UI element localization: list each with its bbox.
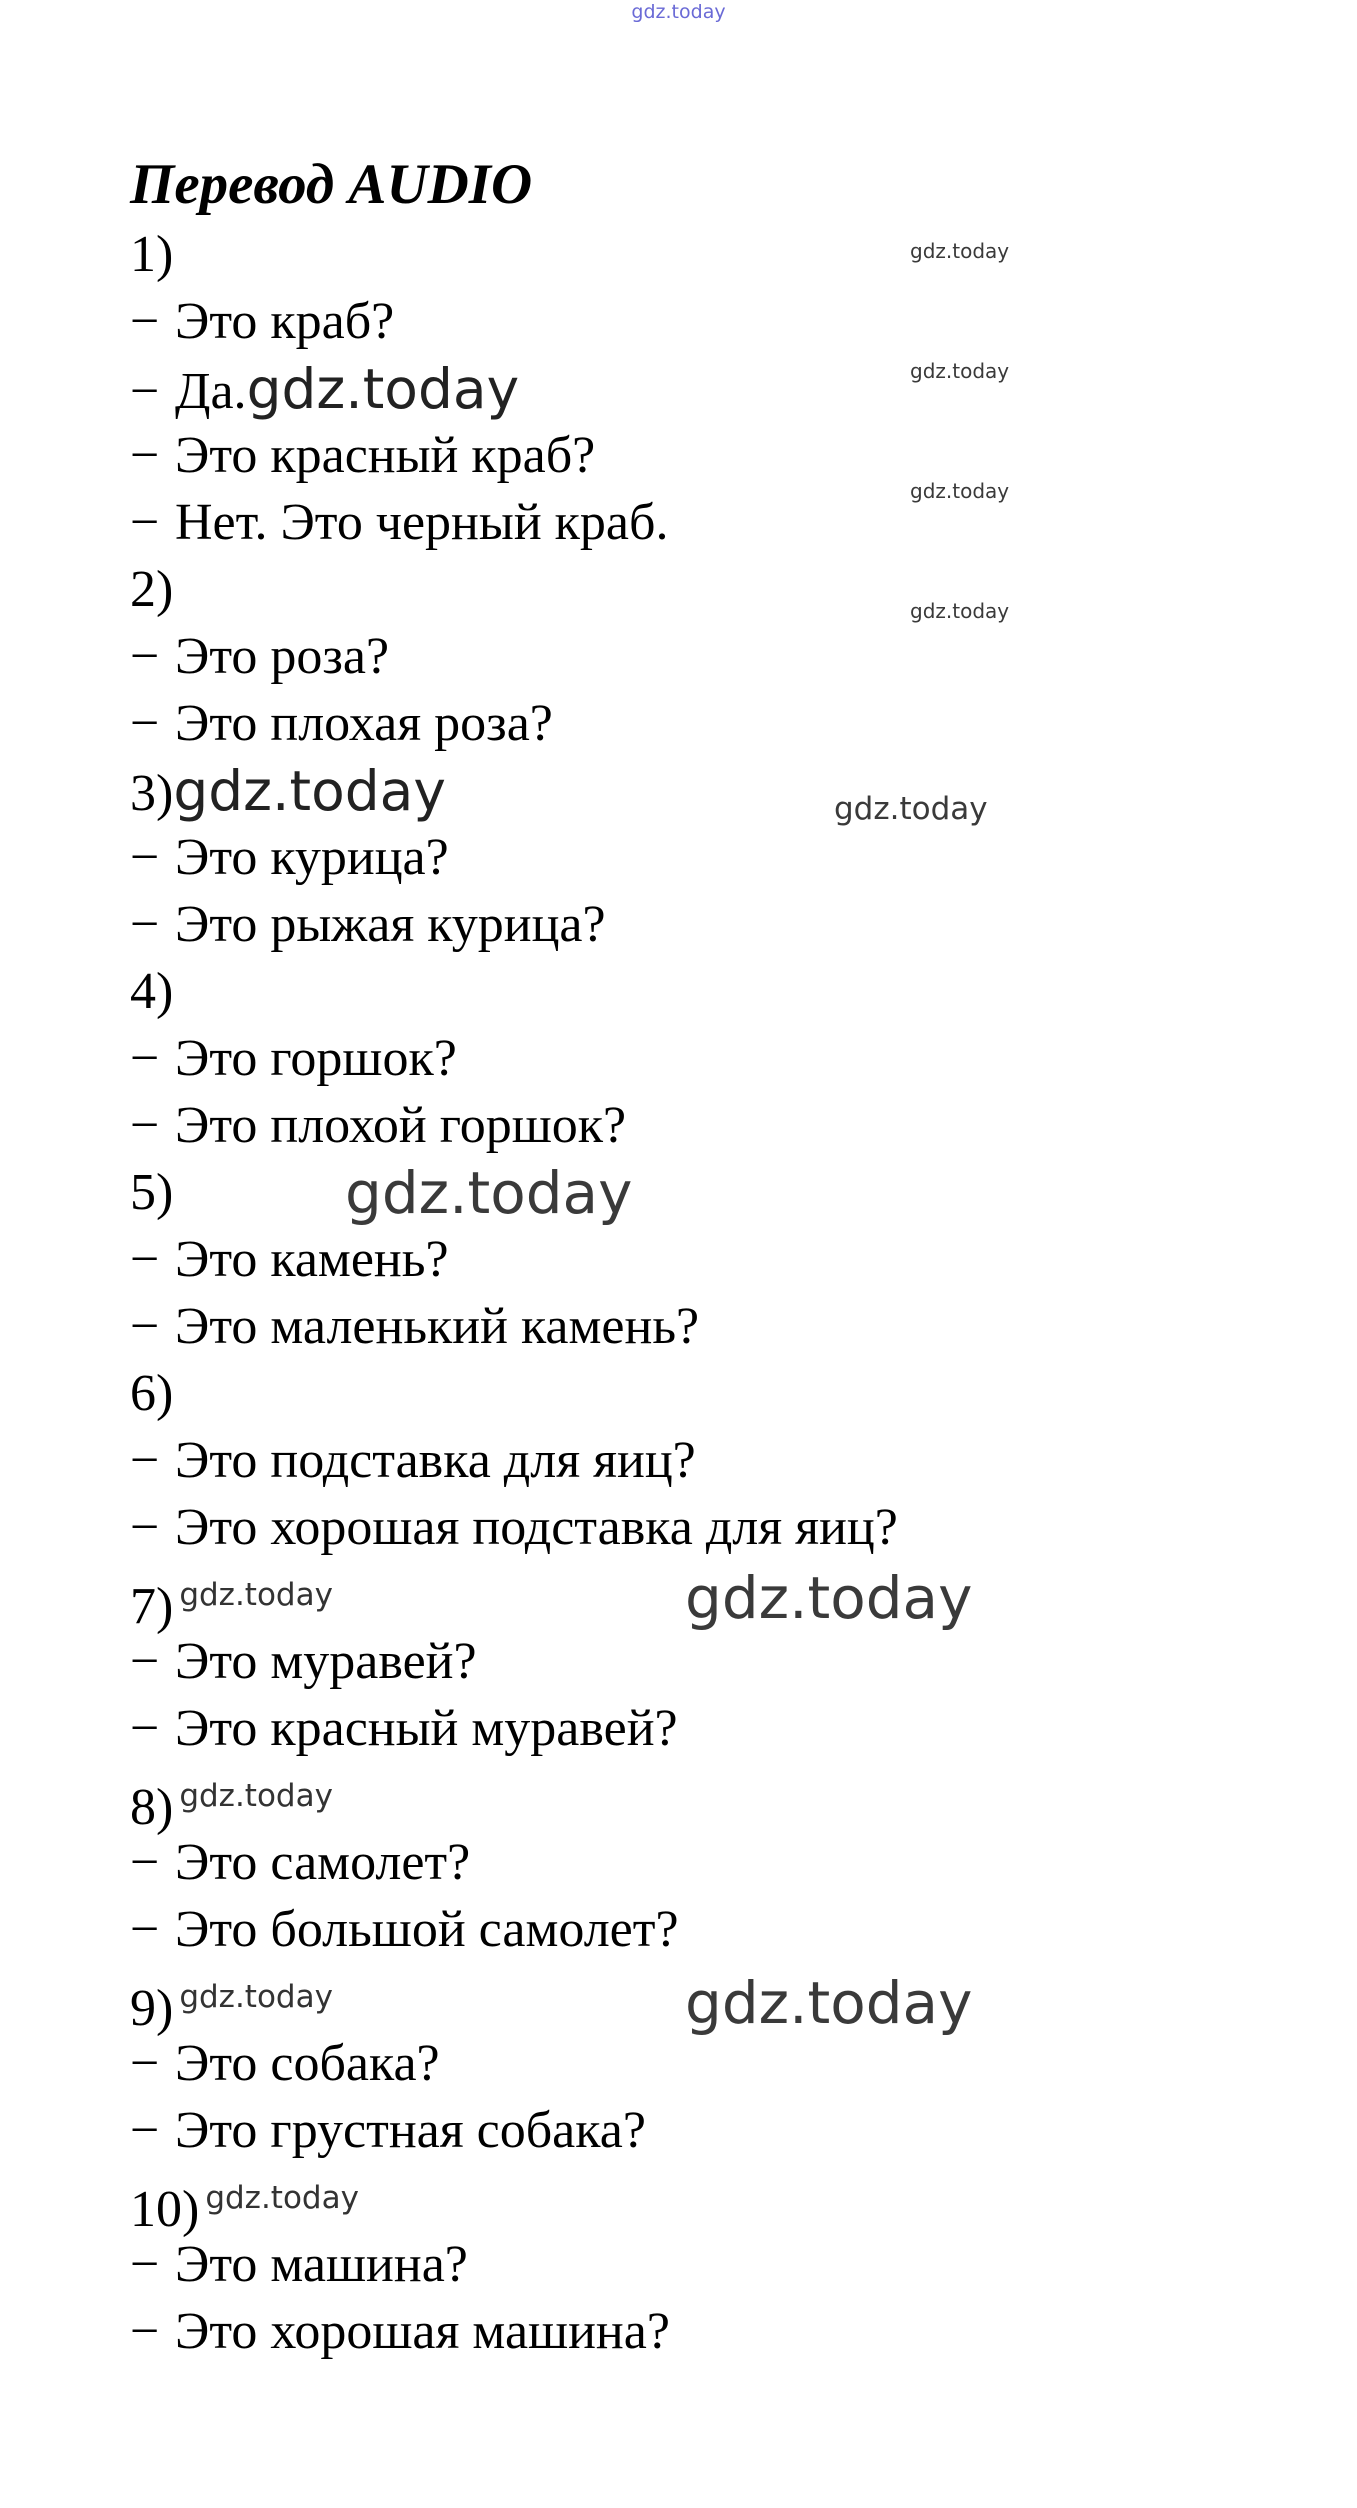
dash: −: [130, 2102, 160, 2159]
watermark: gdz.today: [834, 791, 988, 827]
section-number: 3)gdz.today: [130, 759, 446, 823]
dialogue-line: − Это красный муравей?: [130, 1698, 678, 1760]
dialogue-line: − Это собака?: [130, 2033, 440, 2095]
section-number: 4): [130, 963, 174, 1020]
dash: −: [130, 363, 160, 420]
watermark: gdz.today: [685, 1564, 973, 1632]
dash: −: [130, 494, 160, 551]
dialogue-line: − Это подставка для яиц?: [130, 1430, 696, 1492]
section-number: 9) $^{gdz.today}$: [130, 1979, 333, 2037]
dash: −: [130, 1231, 160, 1288]
dialogue-line: − Это муравей?: [130, 1631, 477, 1693]
dash: −: [130, 896, 160, 953]
watermark: gdz.today: [173, 759, 446, 823]
dialogue-line: − Да.gdz.today: [130, 357, 520, 421]
section-number: 6): [130, 1365, 174, 1422]
dash: −: [130, 1700, 160, 1757]
dialogue-line: − Это горшок?: [130, 1028, 457, 1090]
dialogue-line: − Это краб?: [130, 291, 394, 353]
watermark: gdz.today: [910, 239, 1010, 263]
watermark: gdz.today: [685, 1969, 973, 2037]
dialogue-line: − Это машина?: [130, 2234, 468, 2296]
dialogue-line: − Это хорошая машина?: [130, 2301, 670, 2363]
dash: −: [130, 427, 160, 484]
dash: −: [130, 1633, 160, 1690]
dash: −: [130, 695, 160, 752]
section-number: 1): [130, 226, 174, 283]
dash: −: [130, 628, 160, 685]
dash: −: [130, 2303, 160, 2360]
top-watermark: gdz.today: [631, 1, 726, 23]
dialogue-line: − Это хорошая подставка для яиц?: [130, 1497, 898, 1559]
dash: −: [130, 1097, 160, 1154]
dialogue-line: − Это грустная собака?: [130, 2100, 646, 2162]
watermark: gdz.today: [205, 2180, 359, 2216]
dialogue-line: − Это маленький камень?: [130, 1296, 699, 1358]
dash: −: [130, 1901, 160, 1958]
dialogue-line: − Нет. Это черный краб.: [130, 492, 668, 554]
page-title: Перевод AUDIO: [130, 153, 533, 216]
watermark: gdz.today: [345, 1159, 633, 1227]
section-number: 7) $^{gdz.today}$: [130, 1577, 333, 1635]
dash: −: [130, 2035, 160, 2092]
dialogue-line: − Это курица?: [130, 827, 449, 889]
dialogue-line: − Это плохой горшок?: [130, 1095, 626, 1157]
watermark: gdz.today: [179, 1577, 333, 1613]
dialogue-line: − Это большой самолет?: [130, 1899, 679, 1961]
watermark: gdz.today: [246, 357, 520, 421]
dash: −: [130, 293, 160, 350]
watermark: gdz.today: [910, 599, 1010, 623]
watermark: gdz.today: [179, 1778, 333, 1814]
section-number: 2): [130, 561, 174, 618]
dialogue-line: − Это роза?: [130, 626, 389, 688]
dash: −: [130, 2236, 160, 2293]
dash: −: [130, 1499, 160, 1556]
dialogue-line: − Это рыжая курица?: [130, 894, 606, 956]
dash: −: [130, 829, 160, 886]
dialogue-line: − Это плохая роза?: [130, 693, 553, 755]
dialogue-line: − Это камень?: [130, 1229, 449, 1291]
dialogue-line: − Это красный краб?: [130, 425, 595, 487]
watermark: gdz.today: [910, 359, 1010, 383]
watermark: gdz.today: [179, 1979, 333, 2015]
dialogue-line: − Это самолет?: [130, 1832, 470, 1894]
section-number: 10) $^{gdz.today}$: [130, 2180, 359, 2238]
section-number: 5): [130, 1164, 174, 1221]
dash: −: [130, 1298, 160, 1355]
dash: −: [130, 1030, 160, 1087]
watermark: gdz.today: [910, 479, 1010, 503]
dash: −: [130, 1432, 160, 1489]
section-number: 8) $^{gdz.today}$: [130, 1778, 333, 1836]
dash: −: [130, 1834, 160, 1891]
